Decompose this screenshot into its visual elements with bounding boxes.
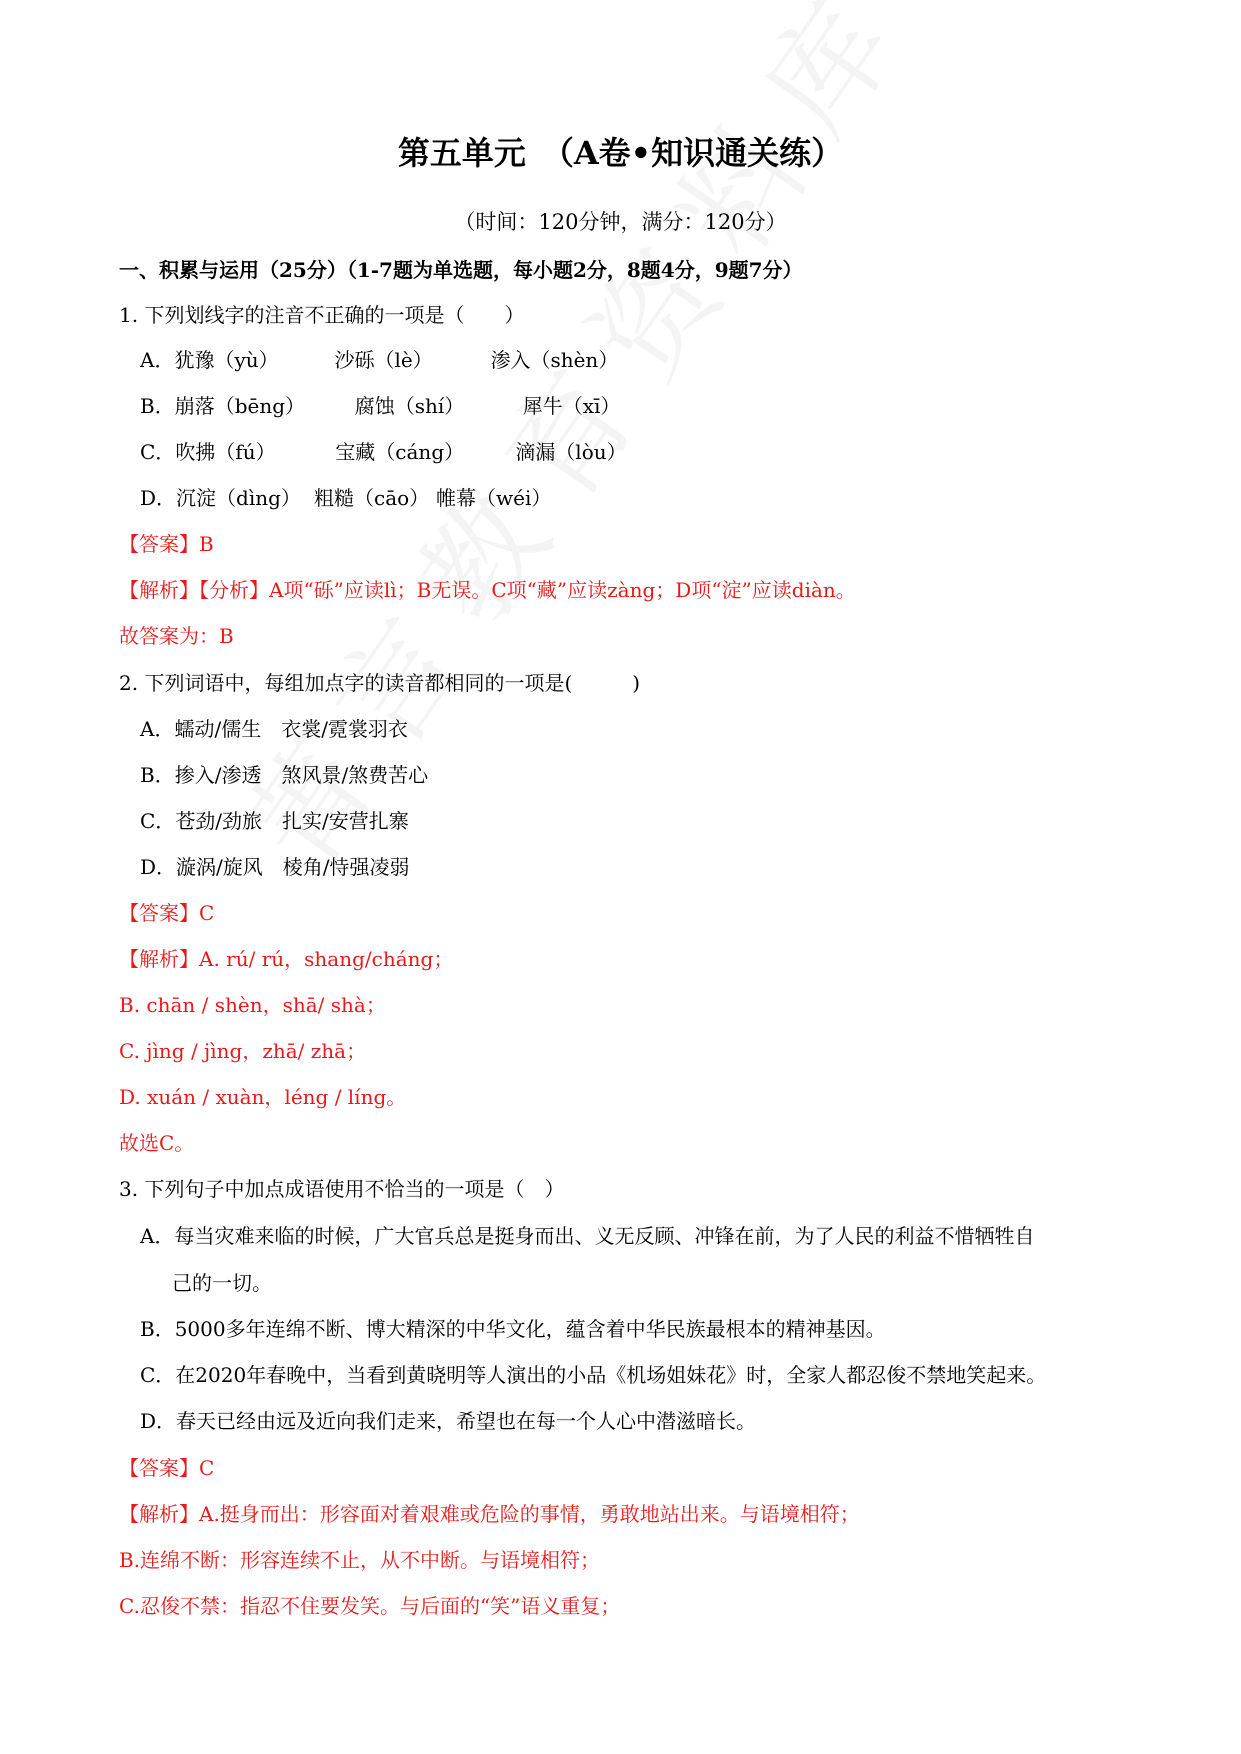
q2-option-a bbox=[140, 714, 408, 744]
q2-option-c bbox=[140, 806, 409, 836]
q2-analysis-line: C. jìng / jìng，zhā/ zhā； bbox=[119, 1039, 367, 1063]
option-item: 沉淀（dìng） bbox=[176, 486, 301, 510]
option-item: 犹豫（yù） bbox=[174, 348, 279, 372]
q3-option-a: A．每当灾难来临的时候，广大官兵总是挺身而出、义无反顾、冲锋在前，为了人民的利益不惜牺牲自 bbox=[140, 1224, 1035, 1248]
option-label: C． bbox=[140, 809, 176, 833]
q2-option-b bbox=[140, 760, 428, 790]
option-label: A． bbox=[140, 348, 175, 372]
option-text: 掺入/渗透 煞风景/煞费苦心 bbox=[174, 763, 429, 787]
question-3-stem: 3. 下列句子中加点成语使用不恰当的一项是（ ） bbox=[119, 1177, 565, 1201]
option-item: 帷幕（wéi） bbox=[436, 486, 552, 510]
q3-analysis-line: 【解析】A.挺身而出：形容面对着艰难或危险的事情，勇敢地站出来。与语境相符； bbox=[119, 1502, 860, 1526]
q3-answer: 【答案】C bbox=[119, 1456, 215, 1480]
page-subtitle: （时间：120分钟，满分：120分） bbox=[454, 210, 787, 234]
option-item: 渗入（shèn） bbox=[490, 348, 619, 372]
option-label: A． bbox=[140, 717, 175, 741]
q1-option-a bbox=[140, 345, 618, 375]
option-item: 腐蚀（shí） bbox=[354, 394, 465, 418]
option-item: 宝藏（cáng） bbox=[335, 440, 465, 464]
option-text: 苍劲/劲旅 扎实/安营扎寨 bbox=[175, 809, 409, 833]
question-2-stem: 2. 下列词语中，每组加点字的读音都相同的一项是( ) bbox=[119, 671, 641, 695]
q1-answer: 【答案】B bbox=[119, 532, 214, 556]
option-text: 蠕动/儒生 衣裳/霓裳羽衣 bbox=[174, 717, 408, 741]
q3-option-b: B．5000多年连绵不断、博大精深的中华文化，蕴含着中华民族最根本的精神基因。 bbox=[140, 1317, 886, 1341]
q2-option-d bbox=[140, 852, 410, 882]
option-item: 沙砾（lè） bbox=[334, 348, 433, 372]
option-item: 崩落（bēng） bbox=[174, 394, 306, 418]
q2-analysis-line: D. xuán / xuàn，léng / líng。 bbox=[119, 1085, 407, 1109]
option-label: D． bbox=[140, 486, 177, 510]
option-label: B． bbox=[140, 394, 175, 418]
q3-option-c: C．在2020年春晚中，当看到黄晓明等人演出的小品《机场姐妹花》时，全家人都忍俊不禁地笑起来。 bbox=[140, 1363, 1047, 1387]
option-label: C． bbox=[140, 440, 176, 464]
q1-conclusion: 故答案为：B bbox=[119, 624, 234, 648]
page-title: 第五单元 （A卷•知识通关练） bbox=[397, 134, 844, 172]
q2-analysis-line: 【解析】A. rú/ rú，shang/cháng； bbox=[119, 947, 454, 971]
q2-analysis-line: B. chān / shèn，shā/ shà； bbox=[119, 993, 386, 1017]
q3-option-d: D．春天已经由远及近向我们走来，希望也在每一个人心中潜滋暗长。 bbox=[140, 1409, 757, 1433]
q2-analysis-line: 故选C。 bbox=[119, 1131, 195, 1155]
option-label: B． bbox=[140, 763, 175, 787]
option-text: 漩涡/旋风 棱角/恃强凌弱 bbox=[176, 855, 410, 879]
option-item: 滴漏（lòu） bbox=[515, 440, 627, 464]
option-item: 粗糙（cāo） bbox=[314, 486, 430, 510]
option-item: 犀牛（xī） bbox=[522, 394, 621, 418]
q1-option-c bbox=[140, 437, 627, 467]
option-label: D． bbox=[140, 855, 177, 879]
q2-answer: 【答案】C bbox=[119, 901, 215, 925]
option-item: 吹拂（fú） bbox=[175, 440, 276, 464]
q1-option-d bbox=[140, 483, 551, 513]
section-heading: 一、积累与运用（25分）（1-7题为单选题，每小题2分，8题4分，9题7分） bbox=[119, 258, 803, 282]
q1-option-b bbox=[140, 391, 620, 421]
q3-analysis-line: C.忍俊不禁：指忍不住要发笑。与后面的“笑”语义重复； bbox=[119, 1594, 621, 1618]
q1-analysis: 【解析】【分析】A项“砾”应读lì；B无误。C项“藏”应读zàng；D项“淀”应读diàn。 bbox=[119, 578, 856, 602]
question-1-stem: 1. 下列划线字的注音不正确的一项是（ ） bbox=[119, 303, 525, 327]
q3-analysis-line: B.连绵不断：形容连续不止，从不中断。与语境相符； bbox=[119, 1548, 601, 1572]
q3-option-a-continued: 己的一切。 bbox=[172, 1271, 272, 1295]
